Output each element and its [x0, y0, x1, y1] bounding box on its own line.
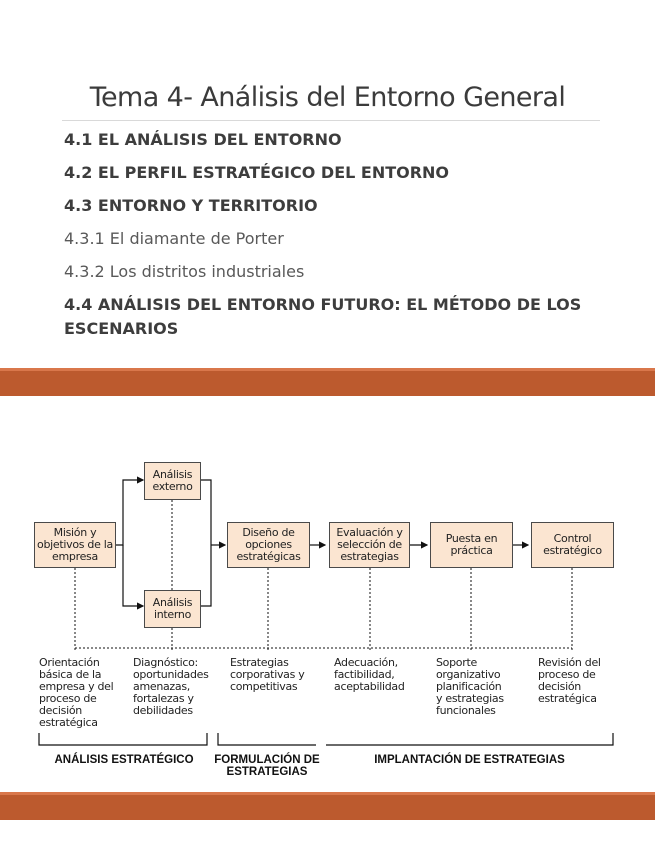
- phase-analisis-estrategico: ANÁLISIS ESTRATÉGICO: [54, 754, 194, 766]
- slide-title: Tema 4- Análisis del Entorno General: [89, 82, 566, 113]
- note-estrategias: Estrategias corporativas y competitivas: [230, 656, 305, 693]
- box-analisis-interno: Análisis interno: [144, 590, 201, 628]
- box-control-estrategico: Control estratégico: [531, 522, 614, 568]
- note-adecuacion: Adecuación, factibilidad, aceptabilidad: [334, 656, 405, 693]
- toc-item-4-3-2: 4.3.2 Los distritos industriales: [64, 262, 305, 281]
- phase-formulacion: FORMULACIÓN DE ESTRATEGIAS: [214, 754, 320, 778]
- box-analisis-externo: Análisis externo: [144, 462, 201, 500]
- box-diseno-opciones: Diseño de opciones estratégicas: [227, 522, 310, 568]
- note-soporte: Soporte organizativo planificación y estrategias funcionales: [436, 656, 504, 717]
- note-revision: Revisión del proceso de decisión estratégica: [538, 656, 601, 705]
- note-diagnostico: Diagnóstico: oportunidades amenazas, fortalezas y debilidades: [133, 656, 209, 717]
- toc-item-4-4: 4.4 ANÁLISIS DEL ENTORNO FUTURO: EL MÉTODO DE LOS ESCENARIOS: [64, 295, 582, 338]
- toc-item-4-1: 4.1 EL ANÁLISIS DEL ENTORNO: [64, 130, 342, 149]
- box-puesta-en-practica: Puesta en práctica: [430, 522, 513, 568]
- toc-item-4-2: 4.2 EL PERFIL ESTRATÉGICO DEL ENTORNO: [64, 163, 450, 182]
- note-orientacion: Orientación básica de la empresa y del proceso de decisión estratégica: [39, 656, 114, 729]
- box-mision: Misión y objetivos de la empresa: [34, 522, 116, 568]
- box-evaluacion-seleccion: Evaluación y selección de estrategias: [329, 522, 410, 568]
- toc-item-4-3: 4.3 ENTORNO Y TERRITORIO: [64, 196, 318, 215]
- toc-item-4-3-1: 4.3.1 El diamante de Porter: [64, 229, 284, 248]
- phase-implantacion: IMPLANTACIÓN DE ESTRATEGIAS: [374, 754, 565, 766]
